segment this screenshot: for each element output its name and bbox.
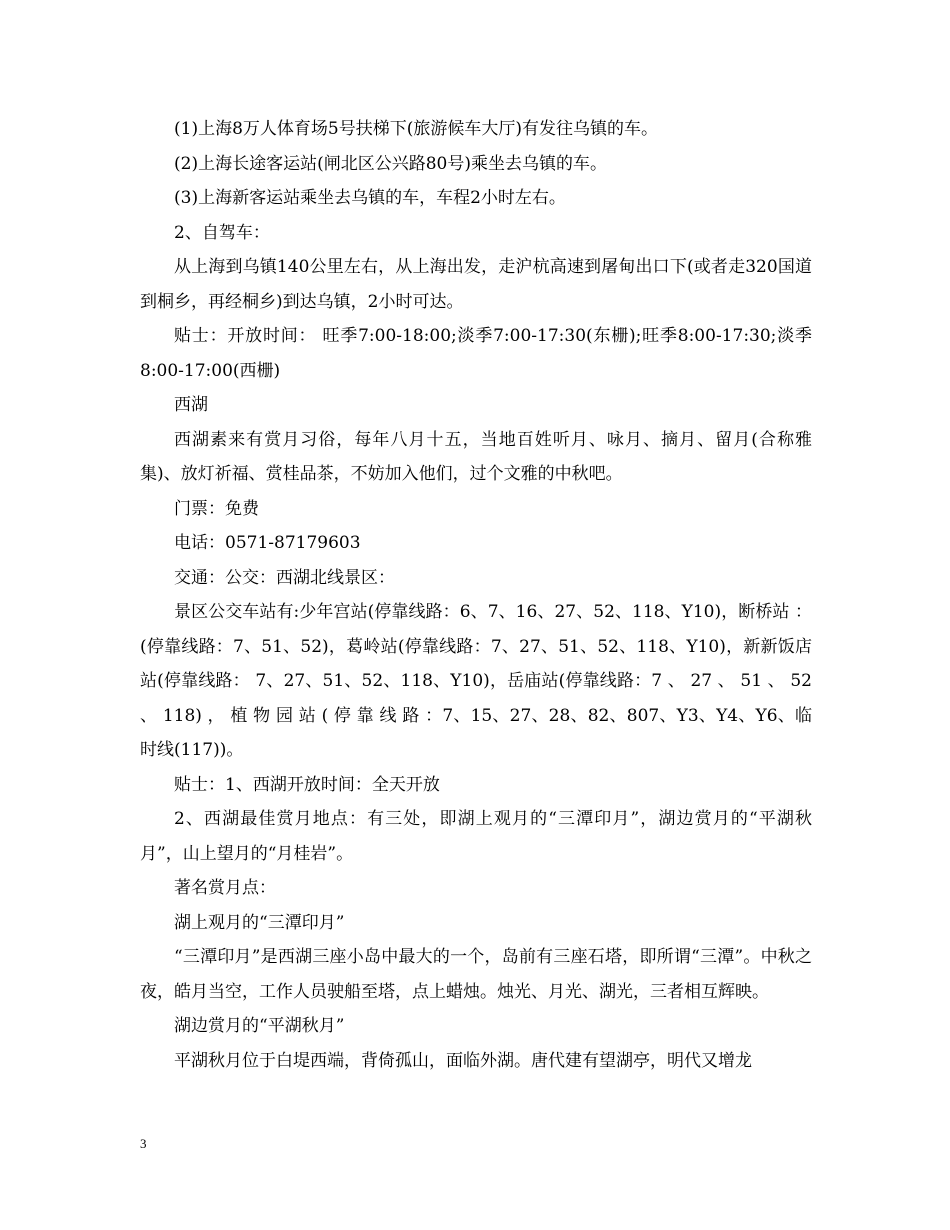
paragraph-santan-description: “三潭印月”是西湖三座小岛中最大的一个，岛前有三座石塔，即所谓“三潭”。中秋之夜，皓月当空，工作人员驶船至塔，点上蜡烛。烛光、月光、湖光，三者相互辉映。 — [140, 947, 812, 1002]
paragraph-self-drive-heading: 2、自驾车： — [174, 222, 270, 243]
paragraph-bus-1: (1)上海8万人体育场5号扶梯下(旅游候车大厅)有发往乌镇的车。 — [174, 119, 658, 139]
paragraph-wuzhen-tips: 贴士：开放时间： 旺季7:00-18:00;淡季7:00-17:30(东栅);旺季8:00-17:30;淡季8:00-17:00(西栅) — [140, 326, 812, 381]
paragraph-west-lake-hours: 贴士：1、西湖开放时间：全天开放 — [174, 774, 440, 795]
paragraph-santan-heading: 湖上观月的“三潭印月” — [174, 912, 345, 933]
paragraph-pinghu-description: 平湖秋月位于白堤西端，背倚孤山，面临外湖。唐代建有望湖亭，明代又增龙 — [174, 1050, 752, 1071]
paragraph-bus-stops: 景区公交车站有:少年宫站(停靠线路：6、7、16、27、52、118、Y10)，断桥站 ：(停靠线路：7、51、52)，葛岭站(停靠线路：7、27、51、52、118、Y10)，新新饭店站(停靠线路： 7、27、51、52、118、Y10)，岳庙站(停靠线路：7 、 27 、 51 、 52 、 118) ， 植 物 园 站 ( 停 靠 线 路 ：7、15、27、28、82、807、Y3、Y4、Y6、临时线(117))。 — [140, 602, 812, 760]
paragraph-west-lake-intro: 西湖素来有赏月习俗，每年八月十五，当地百姓听月、咏月、摘月、留月(合称雅集)、放灯祈福、赏桂品茶，不妨加入他们，过个文雅的中秋吧。 — [140, 429, 812, 484]
document-body — [140, 112, 812, 1078]
paragraph-famous-spots-heading: 著名赏月点： — [174, 878, 276, 898]
paragraph-phone: 电话：0571-87179603 — [174, 533, 361, 553]
paragraph-self-drive-route: 从上海到乌镇140公里左右，从上海出发，走沪杭高速到屠甸出口下(或者走320国道到桐乡，再经桐乡)到达乌镇，2小时可达。 — [140, 257, 812, 312]
paragraph-best-spots: 2、西湖最佳赏月地点：有三处，即湖上观月的“三潭印月”，湖边赏月的“平湖秋月”，山上望月的“月桂岩”。 — [140, 809, 812, 864]
paragraph-transport: 交通：公交：西湖北线景区： — [174, 567, 395, 588]
page-number: 3 — [140, 1136, 147, 1151]
paragraph-ticket: 门票：免费 — [174, 498, 259, 519]
paragraph-west-lake-title: 西湖 — [174, 395, 208, 415]
paragraph-bus-2: (2)上海长途客运站(闸北区公兴路80号)乘坐去乌镇的车。 — [174, 153, 607, 174]
paragraph-bus-3: (3)上海新客运站乘坐去乌镇的车，车程2小时左右。 — [174, 188, 566, 208]
paragraph-pinghu-heading: 湖边赏月的“平湖秋月” — [174, 1016, 345, 1036]
